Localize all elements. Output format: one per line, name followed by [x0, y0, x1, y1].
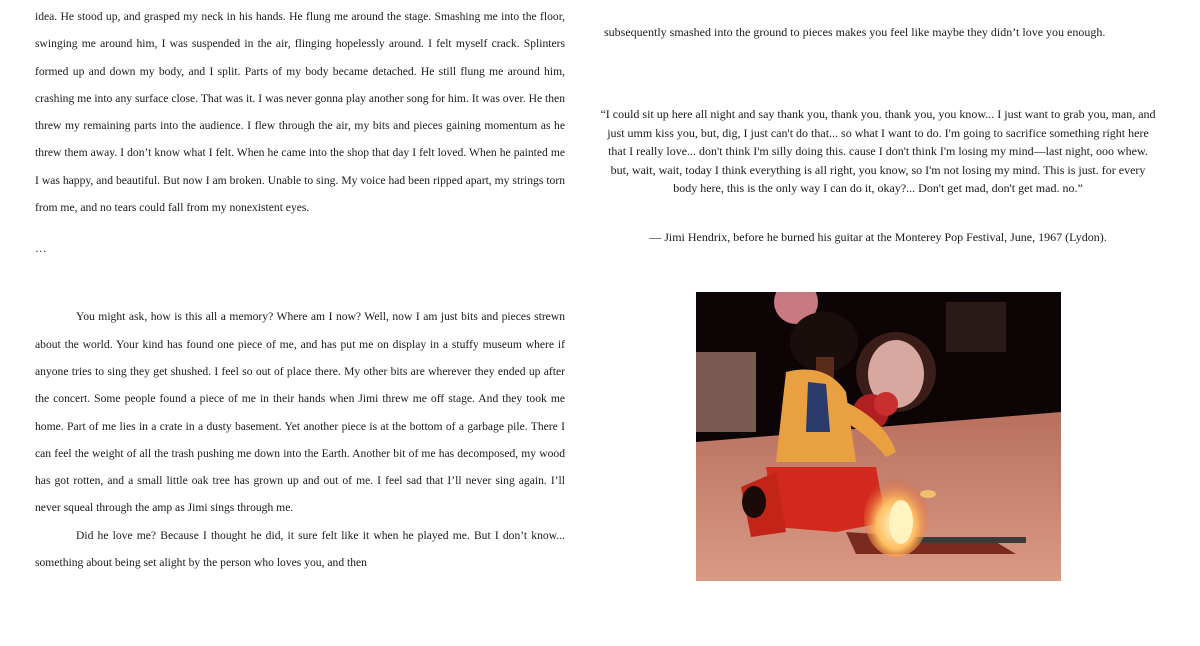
section-break: …	[35, 242, 47, 256]
quote-attribution: — Jimi Hendrix, before he burned his guitar at the Monterey Pop Festival, June, 1967 (Lydon).	[649, 230, 1107, 244]
essay-paragraph-1: idea. He stood up, and grasped my neck in his hands. He flung me around the stage. Smashing me into the floor, swinging me around him, I was suspended in the air, flinging hopelessly around. I felt myself crack. Splinters formed up and down my body, and I split. Parts of my body became detached. He still flung me around him, crashing me into any surface close. That was it. I was never gonna play another song for him. It was over. He then threw my remaining parts into the audience. I flew through the air, my bits and pieces gaining momentum as he threw them away. I don’t know what I felt. When he came into the shop that day I felt loved. When he painted me I was happy, and beautiful. But now I am broken. Unable to sing. My voice had been ripped apart, my strings torn from me, and no tears could fall from my nonexistent eyes.	[35, 10, 565, 215]
essay-left-column	[35, 3, 565, 576]
hendrix-burning-guitar-photo	[696, 292, 1061, 581]
essay-right-column	[604, 16, 1154, 48]
paragraph-gap	[35, 276, 565, 303]
essay-paragraph-3: Did he love me? Because I thought he did, it sure felt like it when he played me. But I don’t know... something about being set alight by the person who loves you, and then	[35, 528, 565, 570]
essay-continuation: subsequently smashed into the ground to pieces makes you feel like maybe they didn’t love you enough.	[604, 25, 1106, 39]
hendrix-quote	[600, 105, 1156, 198]
quote-text: “I could sit up here all night and say thank you, thank you. thank you, you know... I just want to grab you, man, and just umm kiss you, but, dig, I just can't do that... so what I want to do. I'm going to sacrifice something right here that I really love... don't think I'm silly doing this. cause I don't think I'm losing my mind—last night, ooo whew. but, wait, wait, today I think everything is all right, you know, so I'm not losing my mind. This is just. for every body here, this is the only way I can do it, okay?... Don't get mad, don't get mad. no.”	[600, 107, 1156, 195]
photo-illustration	[696, 292, 1061, 581]
essay-paragraph-2: You might ask, how is this all a memory? Where am I now? Well, now I am just bits and pieces strewn about the world. Your kind has found one piece of me, and has put me on display in a stuffy museum where if anyone tries to sing they get shushed. I feel so out of place there. My other bits are wherever they ended up after the concert. Some people found a piece of me in their hands when Jimi threw me off stage. And they took me home. Part of me lies in a crate in a dusty basement. Yet another piece is at the bottom of a garbage pile. There I can feel the weight of all the trash pushing me down into the Earth. Another bit of me has decomposed, my wood has got rotten, and a small little oak tree has grown up and out of me. I feel sad that I’ll never sing again. I’ll never squeal through the amp as Jimi sings through me.	[35, 310, 565, 515]
